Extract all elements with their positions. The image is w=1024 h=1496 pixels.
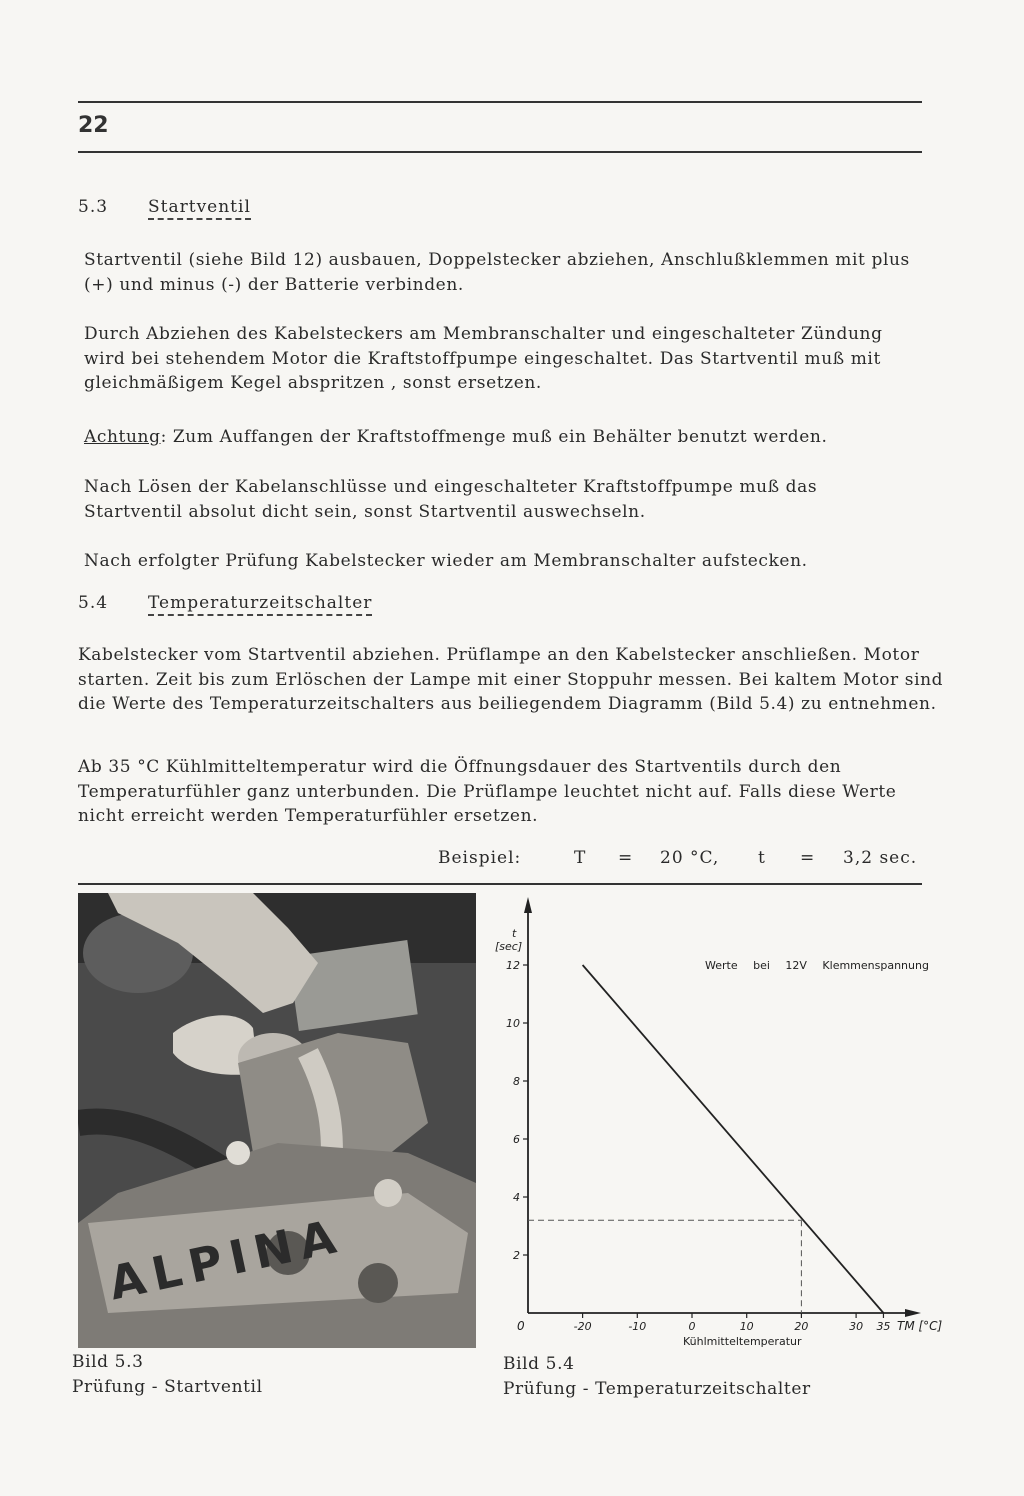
paragraph: Kabelstecker vom Startventil abziehen. Prüflampe an den Kabelstecker anschließen. Motor starten. Zeit bis zum Erlöschen der Lampe mit einer Stoppuhr messen. Bei kaltem Motor sind die Werte des Temperaturzeitschalters aus beiliegendem Diagramm (Bild 5.4) zu entnehmen. <box>78 645 944 714</box>
y-tick-label: 12 <box>506 959 520 972</box>
caption-title: Prüfung - Temperaturzeitschalter <box>503 1379 811 1399</box>
figure-rule <box>78 883 922 885</box>
caption-number: Bild 5.3 <box>72 1352 144 1372</box>
y-tick-label: 10 <box>506 1017 520 1030</box>
x-tick-label: 20 <box>794 1320 809 1333</box>
x-tick-label: 0 <box>688 1320 696 1333</box>
paragraph: Durch Abziehen des Kabelsteckers am Membranschalter und eingeschalteter Zündung wird bei stehendem Motor die Kraftstoffpumpe eingeschaltet. Das Startventil muß mit gleichmäßigem Kegel abspritzen , sonst ersetzen. <box>84 324 883 393</box>
example-time-symbol: t <box>758 848 766 868</box>
example-time-value: 3,2 sec. <box>843 848 918 868</box>
example-label: Beispiel: <box>438 848 522 868</box>
x-axis-arrow <box>905 1309 921 1317</box>
warning-text: : Zum Auffangen der Kraftstoffmenge muß ein Behälter benutzt werden. <box>160 427 828 447</box>
paragraph: Nach erfolgter Prüfung Kabelstecker wieder am Membranschalter aufstecken. <box>84 551 808 571</box>
caption-title: Prüfung - Startventil <box>72 1377 263 1397</box>
example-temp-symbol: T <box>574 848 587 868</box>
chart-annotation: Werte bei 12V Klemmenspannung <box>705 959 929 972</box>
caption-number: Bild 5.4 <box>503 1354 575 1374</box>
y-axis-unit: [sec] <box>495 940 523 953</box>
x-tick-label: 35 <box>876 1320 891 1333</box>
x-tick-label: 10 <box>739 1320 754 1333</box>
example-temp-value: 20 °C, <box>660 848 720 868</box>
x-tick-label: 30 <box>849 1320 864 1333</box>
paragraph: Nach Lösen der Kabelanschlüsse und eingeschalteter Kraftstoffpumpe muß das Startventil absolut dicht sein, sonst Startventil auswechseln. <box>84 477 818 522</box>
figure-5-3-caption <box>72 1350 472 1400</box>
x-axis-unit: TM [°C] <box>897 1319 943 1333</box>
section-title: Startventil <box>148 197 251 220</box>
warning-label: Achtung <box>84 427 161 447</box>
section-5-4-heading <box>78 593 372 613</box>
example-equals: = <box>618 848 634 868</box>
origin-label: 0 <box>517 1319 525 1333</box>
section-number: 5.4 <box>78 593 109 613</box>
header-rule-bottom <box>78 151 922 153</box>
figure-5-4-caption <box>503 1352 923 1402</box>
header-rule-top <box>78 101 922 103</box>
x-axis-label: Kühlmitteltemperatur <box>683 1335 802 1348</box>
temperature-time-chart <box>485 893 955 1353</box>
paragraph: Ab 35 °C Kühlmitteltemperatur wird die Öffnungsdauer des Startventils durch den Temperaturfühler ganz unterbunden. Die Prüflampe leuchtet nicht auf. Falls diese Werte nicht erreicht werden Temperaturfühler ersetzen. <box>78 757 897 826</box>
page-number: 22 <box>78 113 109 138</box>
section-number: 5.3 <box>78 197 109 217</box>
engine-photo <box>78 893 476 1348</box>
series-line <box>583 965 884 1313</box>
y-axis-arrow <box>524 897 532 913</box>
section-5-3-heading <box>78 197 251 217</box>
paragraph: Startventil (siehe Bild 12) ausbauen, Doppelstecker abziehen, Anschlußklemmen mit plus (+) und minus (-) der Batterie verbinden. <box>84 250 910 295</box>
y-axis-label: t <box>512 927 517 940</box>
y-tick-label: 4 <box>513 1191 520 1204</box>
x-tick-label: -20 <box>573 1320 592 1333</box>
alpina-text: ALPINA <box>104 1208 349 1311</box>
y-tick-label: 6 <box>513 1133 520 1146</box>
example-equals: = <box>800 848 816 868</box>
warning-paragraph <box>84 425 934 450</box>
example-line <box>438 848 928 872</box>
y-tick-label: 2 <box>513 1249 520 1262</box>
x-tick-label: -10 <box>628 1320 647 1333</box>
y-tick-label: 8 <box>513 1075 520 1088</box>
section-title: Temperaturzeitschalter <box>148 593 372 616</box>
